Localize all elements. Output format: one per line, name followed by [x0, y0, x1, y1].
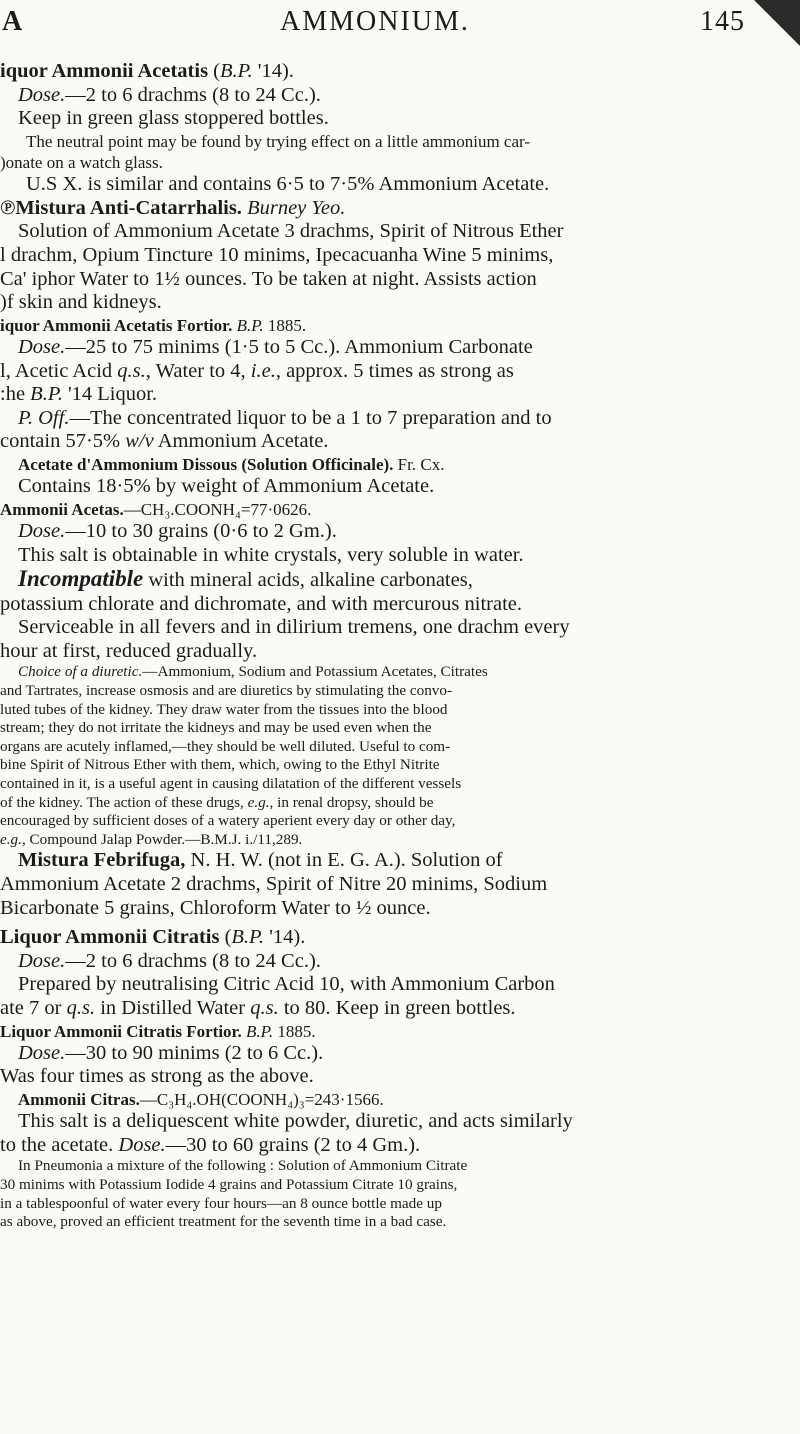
text-line [0, 663, 796, 682]
line-text: to the acetate. [0, 1133, 119, 1156]
line-text: Prepared by neutralising Citric Acid 10, with Ammonium Carbon [18, 973, 555, 996]
text-line [0, 107, 796, 131]
line-text: U.S X. is similar and contains 6·5 to 7·5% Ammonium Acetate. [26, 173, 550, 196]
text-line [0, 360, 796, 384]
text-line [0, 1157, 796, 1176]
line-text: , approx. 5 times as strong as [275, 359, 514, 382]
italic-text: Incompatible [18, 567, 144, 592]
italic-text: i.e. [250, 359, 276, 382]
line-text: —2 to 6 drachms (8 to 24 Cc.). [65, 83, 321, 106]
line-text: Was four times as strong as the above. [0, 1065, 314, 1088]
bold-heading-text: Liquor Ammonii Citratis [0, 926, 220, 949]
text-line [0, 973, 796, 997]
italic-text: e.g. [0, 830, 22, 848]
italic-text: e.g. [247, 793, 270, 811]
text-line [0, 738, 796, 757]
text-line [0, 756, 796, 775]
bold-heading-text: iquor Ammonii Acetatis [0, 60, 209, 82]
italic-text: B.P. [220, 60, 253, 82]
text-line [0, 701, 796, 720]
text-line [0, 849, 796, 873]
line-text: —2 to 6 drachms (8 to 24 Cc.). [65, 949, 321, 972]
text-line [0, 1176, 796, 1195]
text-line [0, 950, 796, 974]
italic-text: Dose. [18, 949, 66, 972]
italic-text: Dose. [18, 1041, 66, 1064]
line-text: with mineral acids, alkaline carbonates, [143, 569, 473, 592]
line-text: in a tablespoonful of water every four hours—an 8 ounce bottle made up [0, 1194, 442, 1212]
line-text: , Water to 4, [145, 359, 251, 382]
line-text: —Ammonium, Sodium and Potassium Acetates, Citrates [142, 663, 488, 681]
line-text: contained in it, is a useful agent in causing dilatation of the different vessels [0, 775, 462, 793]
text-line [0, 131, 796, 152]
line-text: Solution of Ammonium Acetate 3 drachms, Spirit of Nitrous Ether [18, 220, 564, 243]
line-text: Ammonium Acetate 2 drachms, Spirit of Nitre 20 minims, Sodium [0, 873, 548, 896]
bold-heading-text: Liquor Ammonii Citratis Fortior. [0, 1021, 242, 1041]
line-text: —The concentrated liquor to be a 1 to 7 preparation and to [69, 406, 552, 429]
text-line [0, 520, 796, 544]
text-line [0, 873, 796, 897]
line-text: potassium chlorate and dichromate, and with mercurous nitrate. [0, 592, 523, 615]
line-text: —CH₃.COONH₄=77·0626. [123, 499, 312, 519]
text-line [0, 794, 796, 813]
line-text: , in renal dropsy, should be [269, 793, 434, 811]
italic-text: P. Off. [18, 406, 70, 429]
line-text: bine Spirit of Nitrous Ether with them, which, owing to the Ethyl Nitrite [0, 756, 440, 774]
bold-heading-text: Ammonii Citras. [18, 1089, 140, 1109]
line-text: of the kidney. The action of these drugs, [0, 793, 248, 811]
line-text: and Tartrates, increase osmosis and are diuretics by stimulating the convo- [0, 682, 453, 700]
text-line [0, 291, 796, 315]
italic-text: B.P. [236, 315, 264, 335]
line-text: stream; they do not irritate the kidneys and may be used even when the [0, 719, 432, 737]
text-line [0, 268, 796, 292]
bold-heading-text: Ammonii Acetas. [0, 499, 124, 519]
text-line [0, 1110, 796, 1134]
bold-heading-text: Mistura Febrifuga, [18, 849, 186, 872]
line-text: Keep in green glass stoppered bottles. [18, 107, 329, 130]
line-text: 1885. [263, 315, 307, 335]
italic-text: B.P. [231, 926, 265, 949]
text-line [0, 475, 796, 499]
italic-text: q.s. [117, 359, 146, 382]
line-text: hour at first, reduced gradually. [0, 639, 258, 662]
text-line [0, 499, 796, 520]
italic-text: B.P. [30, 383, 63, 406]
text-line [0, 244, 796, 268]
line-text: in Distilled Water [95, 996, 251, 1019]
line-text: l, Acetic Acid [0, 359, 118, 382]
line-text: This salt is a deliquescent white powder, diuretic, and acts similarly [18, 1110, 573, 1133]
line-text: )onate on a watch glass. [0, 152, 163, 172]
text-line [0, 430, 796, 454]
line-text: Serviceable in all fevers and in dilirium tremens, one drachm every [18, 616, 570, 639]
page-number: 145 [700, 6, 745, 37]
text-line [0, 1195, 796, 1214]
text-line [0, 1042, 796, 1066]
line-text: —30 to 60 grains (2 to 4 Gm.). [165, 1133, 421, 1156]
text-line [0, 775, 796, 794]
text-line [0, 593, 796, 617]
line-text: '14 Liquor. [62, 383, 158, 406]
line-text: , Compound Jalap Powder.—B.M.J. i./11,289. [21, 830, 303, 848]
italic-text: Dose. [118, 1133, 166, 1156]
text-line [0, 640, 796, 664]
line-text: The neutral point may be found by trying effect on a little ammonium car- [26, 131, 530, 151]
text-line [0, 454, 796, 475]
text-line [0, 682, 796, 701]
text-line [0, 152, 796, 173]
line-text: ( [219, 926, 232, 949]
italic-text: q.s. [250, 996, 279, 1019]
text-line [0, 1021, 796, 1042]
line-text: to 80. Keep in green bottles. [278, 996, 516, 1019]
italic-text: Choice of a diuretic. [18, 663, 143, 681]
text-line [0, 831, 796, 850]
italic-text: Burney Yeo. [247, 196, 346, 219]
text-line [0, 220, 796, 244]
line-text: —10 to 30 grains (0·6 to 2 Gm.). [65, 519, 337, 542]
text-line [0, 407, 796, 431]
page-corner-shadow [754, 0, 800, 46]
line-text: l drachm, Opium Tincture 10 minims, Ipecacuanha Wine 5 minims, [0, 243, 554, 266]
text-line [0, 336, 796, 360]
text-line [0, 719, 796, 738]
line-text: encouraged by sufficient doses of a watery aperient every day or other day, [0, 812, 456, 830]
line-text: —C₃H₄.OH(COONH₄)₃=243·1566. [139, 1089, 384, 1109]
text-line [0, 812, 796, 831]
italic-text: Dose. [18, 335, 66, 358]
bold-heading-text: iquor Ammonii Acetatis Fortior. [0, 315, 233, 335]
line-text: N. H. W. (not in E. G. A.). Solution of [185, 849, 503, 872]
text-line [0, 897, 796, 921]
italic-text: B.P. [246, 1021, 274, 1041]
text-line [0, 173, 796, 197]
text-line [0, 315, 796, 336]
line-text: This salt is obtainable in white crystals, very soluble in water. [18, 543, 524, 566]
text-line [0, 84, 796, 108]
line-text: Bicarbonate 5 grains, Chloroform Water to ½ ounce. [0, 896, 431, 919]
italic-text: Dose. [18, 83, 66, 106]
page-body-text [0, 60, 796, 1232]
text-line [0, 567, 796, 593]
italic-text: w/v [125, 430, 154, 453]
line-text: )f skin and kidneys. [0, 291, 162, 314]
page-edge-marker: A [2, 6, 24, 37]
line-text: Contains 18·5% by weight of Ammonium Acetate. [18, 475, 435, 498]
line-text: 30 minims with Potassium Iodide 4 grains and Potassium Citrate 10 grains, [0, 1175, 458, 1193]
italic-text: Dose. [18, 519, 66, 542]
text-line [0, 383, 796, 407]
text-line [0, 997, 796, 1021]
text-line [0, 544, 796, 568]
line-text: 1885. [273, 1021, 316, 1041]
text-line [0, 197, 796, 221]
line-text: '14). [252, 60, 294, 82]
line-text: —30 to 90 minims (2 to 6 Cc.). [65, 1041, 324, 1064]
line-text: Ammonium Acetate. [153, 430, 329, 453]
text-line [0, 1089, 796, 1110]
line-text: ate 7 or [0, 996, 67, 1019]
line-text: '14). [264, 926, 306, 949]
line-text: —25 to 75 minims (1·5 to 5 Cc.). Ammonium Carbonate [65, 335, 533, 358]
text-line [0, 1065, 796, 1089]
line-text: :he [0, 383, 31, 406]
text-line [0, 926, 796, 950]
line-text: Ca' iphor Water to 1½ ounces. To be taken at night. Assists action [0, 267, 537, 290]
line-text: ( [208, 60, 220, 82]
text-line [0, 1213, 796, 1232]
line-text: as above, proved an efficient treatment for the seventh time in a bad case. [0, 1213, 447, 1231]
line-text: Fr. Cx. [393, 454, 445, 474]
bold-heading-text: ℗Mistura Anti-Catarrhalis. [0, 196, 242, 219]
text-line [0, 60, 796, 84]
text-line [0, 616, 796, 640]
running-header-title: AMMONIUM. [280, 6, 470, 37]
line-text: luted tubes of the kidney. They draw water from the tissues into the blood [0, 700, 448, 718]
italic-text: q.s. [66, 996, 96, 1019]
line-text: In Pneumonia a mixture of the following : Solution of Ammonium Citrate [18, 1157, 468, 1175]
text-line [0, 1134, 796, 1158]
line-text: organs are acutely inflamed,—they should be well diluted. Useful to com- [0, 737, 451, 755]
line-text: contain 57·5% [0, 430, 126, 453]
bold-heading-text: Acetate d'Ammonium Dissous (Solution Officinale). [18, 454, 394, 474]
